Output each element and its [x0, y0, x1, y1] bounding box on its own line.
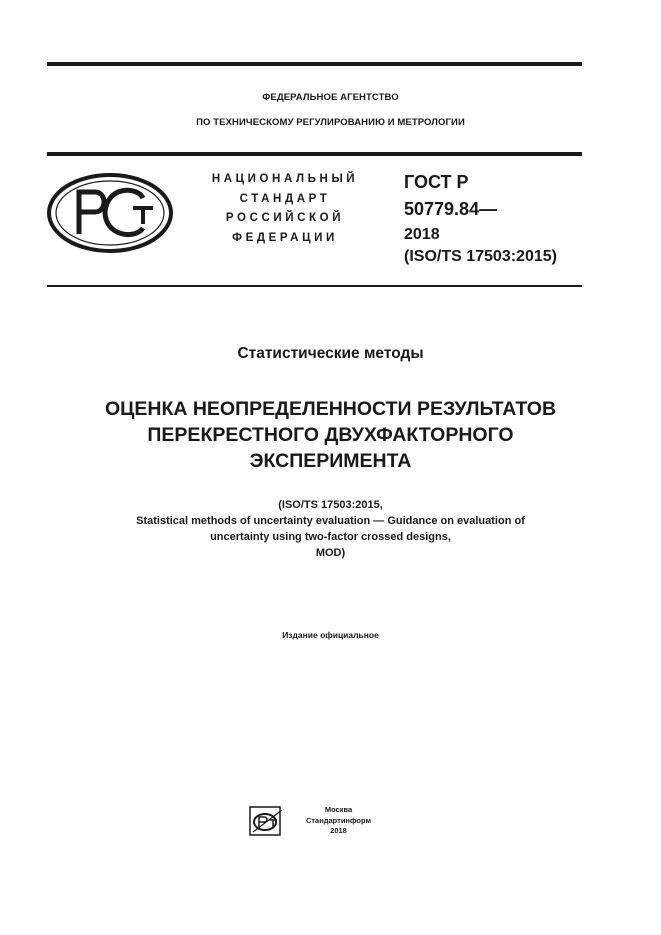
- document-subtitle: Статистические методы: [237, 345, 424, 362]
- publisher-name: Стандартинформ: [305, 815, 372, 825]
- publisher-city: Москва: [324, 805, 353, 814]
- block-rule: [47, 285, 582, 287]
- title-line-1: ОЦЕНКА НЕОПРЕДЕЛЕННОСТИ РЕЗУЛЬТАТОВ: [104, 398, 557, 420]
- top-rule: [47, 62, 582, 66]
- gost-label: ГОСТ Р: [404, 172, 469, 192]
- publisher-block: [296, 805, 381, 837]
- title-line-2: ПЕРЕКРЕСТНОГО ДВУХФАКТОРНОГО: [147, 424, 514, 446]
- national-line-4: ФЕДЕРАЦИИ: [232, 232, 338, 244]
- title-line-3: ЭКСПЕРИМЕНТА: [249, 450, 412, 472]
- original-line-4: MOD): [315, 547, 346, 559]
- original-line-2: Statistical methods of uncertainty evaluation — Guidance on evaluation of: [136, 515, 525, 527]
- agency-line-2: ПО ТЕХНИЧЕСКОМУ РЕГУЛИРОВАНИЮ И МЕТРОЛОГИИ: [196, 117, 465, 128]
- national-line-3: РОССИЙСКОЙ: [225, 212, 345, 224]
- gost-iso-reference: (ISO/TS 17503:2015): [404, 248, 557, 265]
- gost-year: 2018: [404, 226, 440, 243]
- header-rule: [47, 152, 582, 156]
- publisher-year: 2018: [330, 826, 347, 835]
- national-line-2: СТАНДАРТ: [239, 193, 331, 205]
- original-line-1: (ISO/TS 17503:2015,: [278, 499, 383, 511]
- original-line-3: uncertainty using two-factor crossed designs,: [210, 531, 451, 543]
- gost-number: 50779.84—: [404, 199, 498, 219]
- standartinform-logo-icon: [249, 806, 287, 836]
- agency-line-1: ФЕДЕРАЛЬНОЕ АГЕНТСТВО: [262, 92, 399, 103]
- national-line-1: НАЦИОНАЛЬНЫЙ: [211, 173, 359, 185]
- rst-certification-logo-icon: [47, 172, 175, 254]
- edition-label: Издание официальное: [282, 630, 379, 640]
